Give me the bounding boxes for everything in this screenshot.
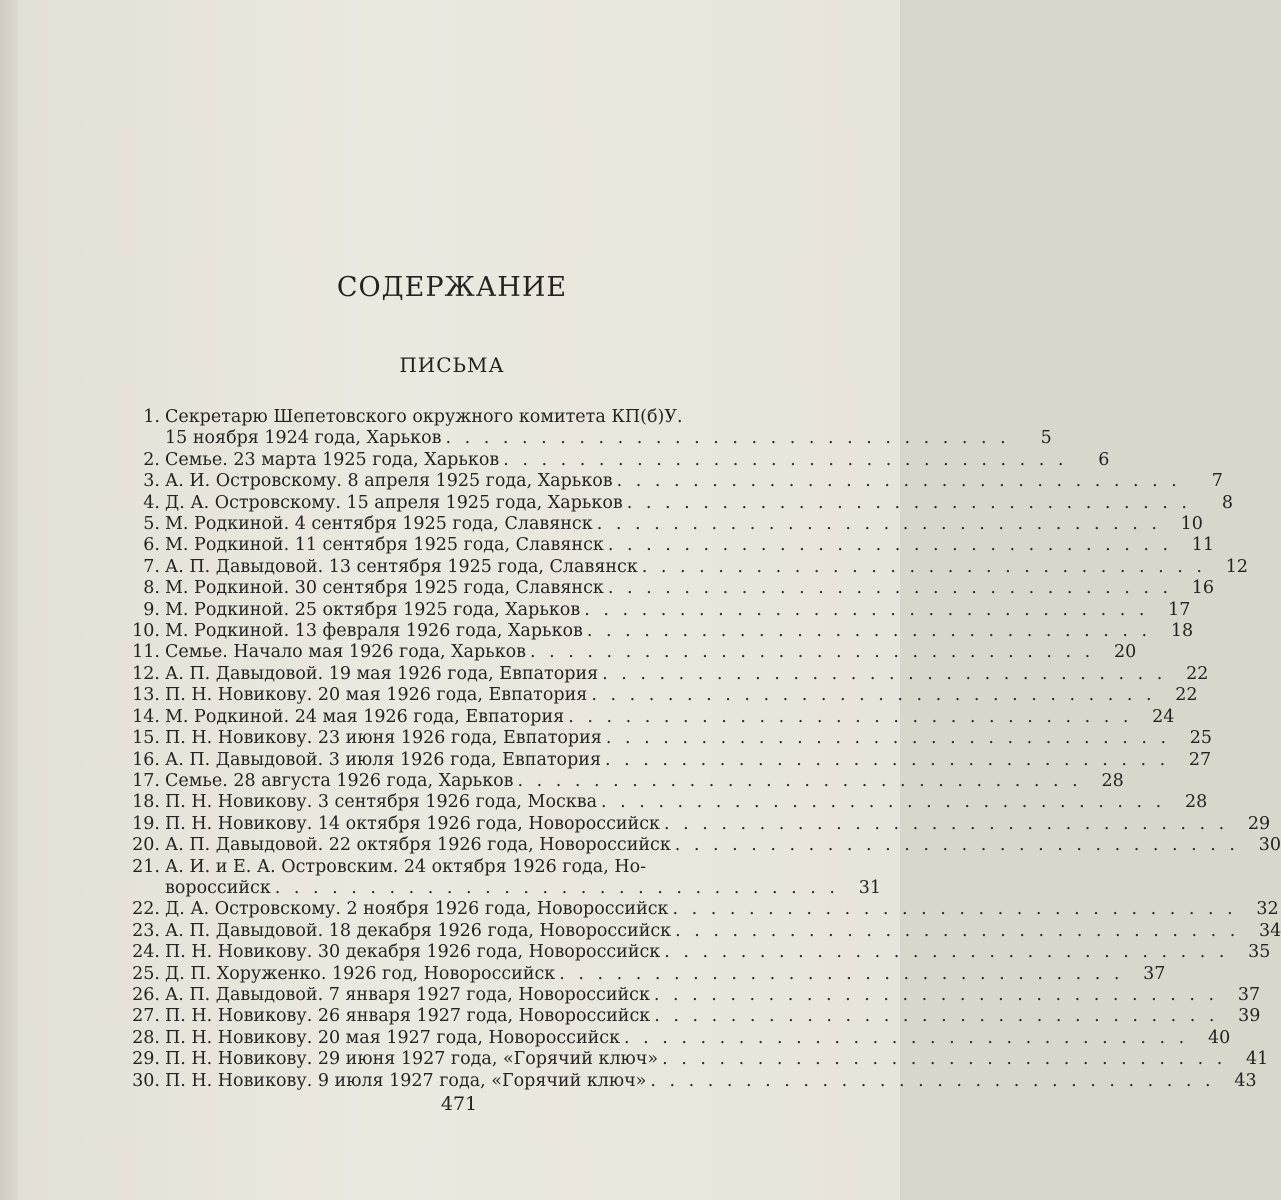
toc-entry: [128, 920, 1281, 942]
toc-entry: [128, 492, 1233, 514]
toc-entry: [128, 471, 1223, 492]
toc-entry-page: 43: [1234, 1070, 1257, 1091]
toc-entry-text: Секретарю Шепетовского окружного комитета КП(б)У.: [165, 407, 683, 427]
toc-entry-page: 22: [1175, 685, 1198, 706]
toc-entry: [128, 728, 1213, 749]
toc-entry-number: 22.: [132, 899, 160, 920]
toc-entry-page: 16: [1191, 578, 1215, 599]
leader-dots: . . . . . . . . . . . . . . . . . . . . . . . . . . . . . .: [530, 642, 1095, 663]
adjacent-page-edge: [0, 0, 18, 1200]
toc-entry-number: 17.: [132, 770, 160, 791]
toc-entry-text: 15 ноября 1924 года, Харьков: [165, 428, 442, 449]
toc-entry-text: А. П. Давыдовой. 13 сентября 1925 года, Славянск: [165, 556, 638, 577]
toc-entry-number: 19.: [132, 813, 160, 834]
toc-entry: [128, 685, 1198, 706]
toc-entry-text: А. П. Давыдовой. 18 декабря 1926 года, Новороссийск: [165, 920, 672, 941]
toc-entry-number: 28.: [132, 1027, 160, 1048]
leader-dots: . . . . . . . . . . . . . . . . . . . . . . . . . . . . . .: [672, 899, 1237, 920]
leader-dots: . . . . . . . . . . . . . . . . . . . . . . . . . . . . . .: [607, 578, 1173, 599]
toc-entry-text: М. Родкиной. 13 февраля 1926 года, Харьков: [165, 621, 583, 642]
toc-entry-number: 27.: [132, 1006, 160, 1027]
toc-entry-number: 9.: [143, 599, 160, 620]
toc-entry-text: Семье. 23 марта 1925 года, Харьков: [165, 449, 500, 470]
toc-entry-page: 29: [1247, 813, 1271, 834]
page-title: СОДЕРЖАНИЕ: [336, 272, 568, 303]
toc-entry-page: 17: [1168, 599, 1191, 620]
toc-entry-number: 7.: [143, 556, 160, 577]
toc-entry: [128, 535, 1215, 556]
toc-entry-page: 39: [1238, 1006, 1261, 1027]
table-of-contents: [128, 407, 1281, 1092]
section-heading: ПИСЬМА: [399, 353, 505, 377]
leader-dots: . . . . . . . . . . . . . . . . . . . . . . . . . . . . . .: [591, 685, 1156, 706]
toc-entry-text: М. Родкиной. 30 сентября 1925 года, Славянск: [165, 578, 604, 599]
toc-entry-page: 28: [1184, 792, 1208, 813]
toc-entry-text: А. П. Давыдовой. 19 мая 1926 года, Евпатория: [165, 663, 599, 684]
toc-entry-page: 8: [1221, 492, 1233, 513]
leader-dots: . . . . . . . . . . . . . . . . . . . . . . . . . . . . . .: [674, 835, 1239, 856]
toc-entry-text: П. Н. Новикову. 20 мая 1927 года, Новороссийск: [165, 1027, 621, 1048]
leader-dots: . . . . . . . . . . . . . . . . . . . . . . . . . . . . . .: [568, 706, 1133, 727]
toc-entry-page: 37: [1237, 984, 1261, 1005]
leader-dots: . . . . . . . . . . . . . . . . . . . . . . . . . . . . . .: [605, 728, 1171, 749]
toc-entry-page: 30: [1258, 835, 1281, 856]
leader-dots: . . . . . . . . . . . . . . . . . . . . . . . . . . . . . .: [559, 963, 1124, 984]
toc-entry-text: А. П. Давыдовой. 7 января 1927 года, Новороссийск: [165, 984, 650, 1005]
toc-entry: [128, 1006, 1261, 1027]
toc-entry: [128, 578, 1215, 599]
toc-entry: [128, 942, 1271, 963]
toc-entry-number: 2.: [143, 449, 160, 470]
toc-entry-number: 14.: [132, 706, 160, 727]
toc-entry: [128, 792, 1208, 813]
toc-entry-page: 11: [1191, 535, 1215, 556]
toc-entry-page: 25: [1189, 728, 1213, 749]
toc-entry-page: 31: [858, 877, 881, 898]
book-page: [18, 0, 1281, 1200]
toc-entry-number: 18.: [132, 792, 160, 813]
leader-dots: . . . . . . . . . . . . . . . . . . . . . . . . . . . . . .: [663, 813, 1229, 834]
toc-entry: [128, 407, 1052, 450]
toc-entry-text: П. Н. Новикову. 3 сентября 1926 года, Москва: [165, 792, 598, 813]
page-number: 471: [440, 1093, 478, 1115]
toc-entry: [128, 1049, 1269, 1070]
toc-entry-number: 11.: [132, 642, 160, 663]
toc-entry-text: Д. П. Хоруженко. 1926 год, Новороссийск: [165, 963, 556, 984]
toc-entry-page: 5: [1040, 428, 1052, 449]
toc-entry-text: П. Н. Новикову. 14 октября 1926 года, Новороссийск: [165, 813, 660, 834]
toc-entry-number: 12.: [132, 663, 160, 684]
toc-entry-text: П. Н. Новикову. 20 мая 1926 года, Евпатория: [165, 685, 588, 706]
toc-entry-text: Д. А. Островскому. 2 ноября 1926 года, Новороссийск: [165, 899, 669, 920]
toc-entry-number: 29.: [132, 1049, 160, 1070]
toc-entry: [128, 749, 1212, 771]
toc-entry-page: 32: [1256, 899, 1279, 920]
toc-entry-text: М. Родкиной. 11 сентября 1925 года, Славянск: [165, 535, 604, 556]
toc-entry: [128, 599, 1191, 621]
toc-entry-number: 26.: [132, 984, 160, 1005]
toc-entry-text: Д. А. Островскому. 15 апреля 1925 года, Харьков: [165, 492, 623, 513]
toc-entry-text: М. Родкиной. 24 мая 1926 года, Евпатория: [165, 706, 565, 727]
leader-dots: . . . . . . . . . . . . . . . . . . . . . . . . . . . . . .: [503, 449, 1068, 470]
leader-dots: . . . . . . . . . . . . . . . . . . . . . . . . . . . . . .: [517, 770, 1082, 791]
toc-entry: [128, 449, 1110, 471]
toc-entry-number: 24.: [132, 942, 160, 963]
toc-entry: [128, 856, 881, 900]
toc-entry-number: 4.: [143, 492, 160, 513]
toc-entry-number: 20.: [132, 835, 160, 856]
toc-entry-number: 10.: [132, 621, 160, 642]
toc-entry-page: 20: [1113, 642, 1137, 663]
toc-entry-page: 6: [1098, 449, 1110, 470]
toc-entry-number: 13.: [132, 685, 160, 706]
toc-entry-page: 24: [1152, 706, 1175, 727]
toc-entry-text: П. Н. Новикову. 29 июня 1927 года, «Горячий ключ»: [165, 1049, 659, 1070]
toc-entry-page: 10: [1180, 514, 1203, 535]
toc-entry-number: 16.: [132, 749, 160, 770]
toc-entry: [128, 984, 1261, 1006]
toc-entry: [128, 706, 1175, 728]
toc-entry-page: 27: [1188, 749, 1212, 770]
leader-dots: . . . . . . . . . . . . . . . . . . . . . . . . . . . . . .: [596, 514, 1161, 535]
toc-entry-page: 35: [1248, 942, 1271, 963]
leader-dots: . . . . . . . . . . . . . . . . . . . . . . . . . . . . . .: [641, 556, 1206, 577]
toc-entry-text: П. Н. Новикову. 23 июня 1926 года, Евпатория: [165, 728, 602, 749]
leader-dots: . . . . . . . . . . . . . . . . . . . . . . . . . . . . . .: [662, 1049, 1227, 1070]
leader-dots: . . . . . . . . . . . . . . . . . . . . . . . . . . . . . .: [445, 428, 1010, 449]
toc-entry-page: 7: [1211, 471, 1223, 492]
leader-dots: . . . . . . . . . . . . . . . . . . . . . . . . . . . . . .: [584, 599, 1149, 620]
toc-entry-page: 28: [1101, 770, 1124, 791]
toc-entry-text: Семье. Начало мая 1926 года, Харьков: [165, 642, 527, 663]
toc-entry: [128, 642, 1137, 663]
leader-dots: . . . . . . . . . . . . . . . . . . . . . . . . . . . . . .: [607, 535, 1173, 556]
toc-entry-page: 34: [1259, 920, 1281, 941]
toc-entry-number: 6.: [143, 535, 160, 556]
toc-entry: [128, 770, 1124, 792]
toc-entry-text: А. И. Островскому. 8 апреля 1925 года, Харьков: [165, 471, 613, 492]
toc-entry: [128, 621, 1194, 642]
leader-dots: . . . . . . . . . . . . . . . . . . . . . . . . . . . . . .: [601, 792, 1166, 813]
toc-entry-page: 22: [1186, 663, 1209, 684]
toc-entry-number: 23.: [132, 920, 160, 941]
leader-dots: . . . . . . . . . . . . . . . . . . . . . . . . . . . . . .: [586, 621, 1152, 642]
toc-entry-text: П. Н. Новикову. 26 января 1927 года, Новороссийск: [165, 1006, 651, 1027]
toc-entry-page: 18: [1170, 621, 1194, 642]
toc-entry-number: 25.: [132, 963, 160, 984]
leader-dots: . . . . . . . . . . . . . . . . . . . . . . . . . . . . . .: [675, 920, 1240, 941]
leader-dots: . . . . . . . . . . . . . . . . . . . . . . . . . . . . . .: [653, 984, 1219, 1005]
leader-dots: . . . . . . . . . . . . . . . . . . . . . . . . . . . . . .: [602, 663, 1167, 684]
toc-entry: [128, 1027, 1231, 1049]
toc-entry-number: 21.: [132, 856, 160, 877]
toc-entry: [128, 663, 1209, 685]
leader-dots: . . . . . . . . . . . . . . . . . . . . . . . . . . . . . .: [654, 1006, 1219, 1027]
leader-dots: . . . . . . . . . . . . . . . . . . . . . . . . . . . . . .: [664, 942, 1229, 963]
toc-entry: [128, 514, 1203, 535]
toc-entry-page: 40: [1207, 1027, 1231, 1048]
leader-dots: . . . . . . . . . . . . . . . . . . . . . . . . . . . . . .: [616, 471, 1181, 492]
leader-dots: . . . . . . . . . . . . . . . . . . . . . . . . . . . . . .: [626, 492, 1191, 513]
toc-entry-text: А. И. и Е. А. Островским. 24 октября 1926 года, Но-: [165, 856, 647, 877]
toc-entry-number: 8.: [143, 578, 160, 599]
toc-entry-text: вороссийск: [165, 877, 271, 898]
toc-entry-number: 1.: [143, 407, 160, 427]
toc-entry-number: 3.: [143, 471, 160, 492]
toc-entry: [128, 1070, 1257, 1092]
leader-dots: . . . . . . . . . . . . . . . . . . . . . . . . . . . . . .: [605, 749, 1170, 770]
toc-entry-text: А. П. Давыдовой. 22 октября 1926 года, Новороссийск: [165, 835, 671, 856]
toc-entry-text: П. Н. Новикову. 30 декабря 1926 года, Новороссийск: [165, 942, 661, 963]
toc-entry-page: 12: [1225, 556, 1248, 577]
toc-entry-text: М. Родкиной. 4 сентября 1925 года, Славянск: [165, 514, 593, 535]
leader-dots: . . . . . . . . . . . . . . . . . . . . . . . . . . . . . .: [624, 1027, 1189, 1048]
toc-entry: [128, 835, 1281, 856]
toc-entry: [128, 813, 1271, 835]
leader-dots: . . . . . . . . . . . . . . . . . . . . . . . . . . . . . .: [274, 877, 839, 898]
toc-entry: [128, 556, 1248, 578]
toc-entry-text: А. П. Давыдовой. 3 июля 1926 года, Евпатория: [165, 749, 601, 770]
toc-entry-page: 37: [1143, 963, 1166, 984]
leader-dots: . . . . . . . . . . . . . . . . . . . . . . . . . . . . . .: [650, 1070, 1215, 1091]
toc-entry: [128, 963, 1166, 985]
toc-entry-text: Семье. 28 августа 1926 года, Харьков: [165, 770, 514, 791]
toc-entry-text: П. Н. Новикову. 9 июля 1927 года, «Горячий ключ»: [165, 1070, 647, 1091]
toc-entry-page: 41: [1246, 1049, 1269, 1070]
toc-entry-number: 5.: [143, 514, 160, 535]
toc-entry-number: 15.: [132, 728, 160, 749]
toc-entry-text: М. Родкиной. 25 октября 1925 года, Харьков: [165, 599, 581, 620]
toc-entry: [128, 899, 1279, 920]
toc-entry-number: 30.: [132, 1070, 160, 1091]
